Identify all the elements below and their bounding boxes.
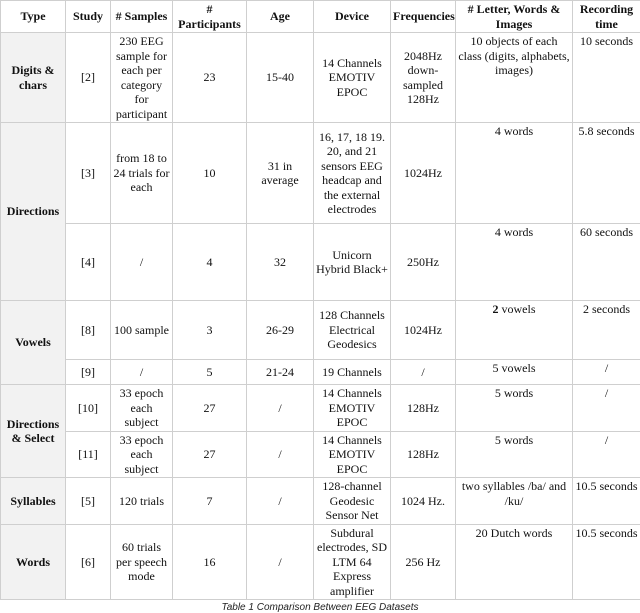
- age-cell: /: [247, 385, 314, 432]
- frequency-cell: 1024Hz: [391, 301, 456, 360]
- items-cell: [456, 301, 573, 360]
- samples-cell: 33 epoch each subject: [111, 385, 173, 432]
- participants-cell: 27: [173, 431, 247, 478]
- header-participants: # Participants: [173, 1, 247, 33]
- table-row: [1, 224, 640, 301]
- type-cell: Vowels: [1, 301, 66, 385]
- items-count: 2: [493, 302, 499, 316]
- header-type: Type: [1, 1, 66, 33]
- table-row: [1, 301, 640, 360]
- frequency-cell: 2048Hz down-sampled 128Hz: [391, 33, 456, 123]
- table-row: [1, 524, 640, 600]
- items-text: vowels: [499, 302, 536, 316]
- items-cell: 5 words: [456, 385, 573, 432]
- frequency-cell: 256 Hz: [391, 524, 456, 600]
- type-cell: Digits & chars: [1, 33, 66, 123]
- samples-cell: 33 epoch each subject: [111, 431, 173, 478]
- age-cell: /: [247, 431, 314, 478]
- age-cell: 26-29: [247, 301, 314, 360]
- samples-cell: from 18 to 24 trials for each: [111, 123, 173, 224]
- study-cell: [8]: [66, 301, 111, 360]
- table-caption: Table 1 Comparison Between EEG Datasets: [0, 602, 640, 613]
- participants-cell: 5: [173, 360, 247, 385]
- items-cell: 5 vowels: [456, 360, 573, 385]
- time-cell: 5.8 seconds: [573, 123, 640, 224]
- header-row: [1, 1, 640, 33]
- device-cell: 128-channel Geodesic Sensor Net: [314, 478, 391, 525]
- frequency-cell: 128Hz: [391, 385, 456, 432]
- table-row: [1, 123, 640, 224]
- header-age: Age: [247, 1, 314, 33]
- study-cell: [9]: [66, 360, 111, 385]
- items-cell: 4 words: [456, 123, 573, 224]
- items-cell: 4 words: [456, 224, 573, 301]
- participants-cell: 7: [173, 478, 247, 525]
- participants-cell: 3: [173, 301, 247, 360]
- samples-cell: 120 trials: [111, 478, 173, 525]
- time-cell: 10.5 seconds: [573, 478, 640, 525]
- header-samples: # Samples: [111, 1, 173, 33]
- samples-cell: /: [111, 360, 173, 385]
- study-cell: [5]: [66, 478, 111, 525]
- age-cell: 32: [247, 224, 314, 301]
- frequency-cell: 1024Hz: [391, 123, 456, 224]
- device-cell: 128 Channels Electrical Geodesics: [314, 301, 391, 360]
- items-cell: 10 objects of each class (digits, alphabets, images): [456, 33, 573, 123]
- age-cell: 31 in average: [247, 123, 314, 224]
- frequency-cell: 128Hz: [391, 431, 456, 478]
- study-cell: [2]: [66, 33, 111, 123]
- study-cell: [6]: [66, 524, 111, 600]
- type-cell: Directions & Select: [1, 385, 66, 478]
- items-cell: 20 Dutch words: [456, 524, 573, 600]
- samples-cell: 60 trials per speech mode: [111, 524, 173, 600]
- time-cell: 2 seconds: [573, 301, 640, 360]
- participants-cell: 16: [173, 524, 247, 600]
- items-cell: 5 words: [456, 431, 573, 478]
- header-device: Device: [314, 1, 391, 33]
- table-row: [1, 385, 640, 432]
- time-cell: /: [573, 431, 640, 478]
- time-cell: 10.5 seconds: [573, 524, 640, 600]
- time-cell: 10 seconds: [573, 33, 640, 123]
- time-cell: /: [573, 360, 640, 385]
- samples-cell: 100 sample: [111, 301, 173, 360]
- study-cell: [3]: [66, 123, 111, 224]
- study-cell: [10]: [66, 385, 111, 432]
- age-cell: 15-40: [247, 33, 314, 123]
- participants-cell: 23: [173, 33, 247, 123]
- participants-cell: 27: [173, 385, 247, 432]
- study-cell: [4]: [66, 224, 111, 301]
- age-cell: 21-24: [247, 360, 314, 385]
- header-items: # Letter, Words & Images: [456, 1, 573, 33]
- type-cell: Syllables: [1, 478, 66, 525]
- device-cell: 14 Channels EMOTIV EPOC: [314, 385, 391, 432]
- header-frequencies: Frequencies: [391, 1, 456, 33]
- device-cell: 14 Channels EMOTIV EPOC: [314, 431, 391, 478]
- samples-cell: 230 EEG sample for each per category for participant: [111, 33, 173, 123]
- device-cell: Subdural electrodes, SD LTM 64 Express amplifier: [314, 524, 391, 600]
- frequency-cell: 250Hz: [391, 224, 456, 301]
- table-row: [1, 33, 640, 123]
- device-cell: 19 Channels: [314, 360, 391, 385]
- table-row: [1, 478, 640, 525]
- table-row: [1, 360, 640, 385]
- age-cell: /: [247, 524, 314, 600]
- type-cell: Directions: [1, 123, 66, 301]
- age-cell: /: [247, 478, 314, 525]
- device-cell: Unicorn Hybrid Black+: [314, 224, 391, 301]
- items-cell: two syllables /ba/ and /ku/: [456, 478, 573, 525]
- study-cell: [11]: [66, 431, 111, 478]
- table-row: [1, 431, 640, 478]
- frequency-cell: /: [391, 360, 456, 385]
- type-cell: Words: [1, 524, 66, 600]
- participants-cell: 4: [173, 224, 247, 301]
- frequency-cell: 1024 Hz.: [391, 478, 456, 525]
- header-study: Study: [66, 1, 111, 33]
- device-cell: 16, 17, 18 19. 20, and 21 sensors EEG headcap and the external electrodes: [314, 123, 391, 224]
- time-cell: 60 seconds: [573, 224, 640, 301]
- device-cell: 14 Channels EMOTIV EPOC: [314, 33, 391, 123]
- samples-cell: /: [111, 224, 173, 301]
- header-recording-time: Recording time: [573, 1, 640, 33]
- time-cell: /: [573, 385, 640, 432]
- participants-cell: 10: [173, 123, 247, 224]
